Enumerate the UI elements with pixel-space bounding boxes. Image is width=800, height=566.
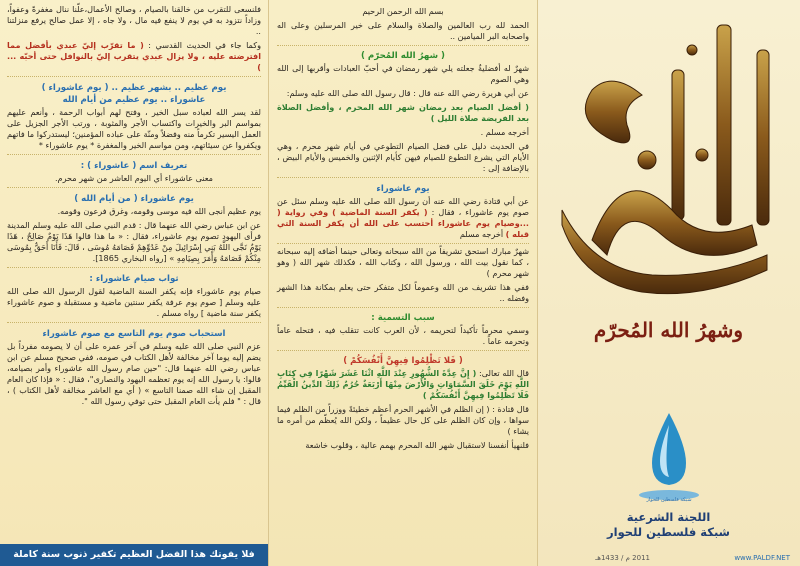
middle-panel <box>268 0 537 566</box>
divider <box>277 307 529 308</box>
mercy-text: لقد يسر الله لعباده سبل الخير ، وفتح لهم أبواب الرحمة ، وأنعم عليهم بمواسم البر والخيرات واكتساب الأجر والمثوبة ، ورتب الأجر الجزيل على العمل اليسير تكرماً منه وفضلاً ومنّة على عباده المؤمنين؛ ليستدركوا ما فاتهم ويكفروا عن سيئاتهم، ومن مواسم الخير والمغفرة * يوم عاشوراء * <box>7 107 261 150</box>
heading-verse: ( فَلا تَظْلِمُوا فِيهِنَّ أَنْفُسَكُمْ ) <box>343 356 463 366</box>
divider <box>277 177 529 178</box>
bottom-banner: فلا يفوتك هذا الفضل العظيم تكفير ذنوب سنة كاملة <box>0 544 268 566</box>
qudsi-intro: وكما جاء في الحديث القدسي : <box>148 40 261 50</box>
logo-caption: شبكة فلسطين للحوار <box>646 497 692 503</box>
ashura-day-part1: عن أبي قتادة رضي الله عنه أن رسول الله صلى الله عليه وسلم سئل عن صوم يوم عاشوراء ، فقال : <box>277 196 529 217</box>
heading-reward: ثواب صيام عاشوراء : <box>89 274 179 284</box>
heading-naming: سبب التسمية : <box>371 313 435 323</box>
heading-muharram: ( شهرُ الله المُحرّم ) <box>361 51 445 61</box>
moses-text: يوم عظيم أنجى الله فيه موسى وقومه، وغرق فرعون وقومه. <box>57 206 261 216</box>
verse-text <box>277 368 529 401</box>
ninth-text: عزم النبي صلى الله عليه وسلم في آخر عمره على أن لا يصومه مفرداً بل يضم إليه يوما آخر مخالفة لأهل الكتاب في صومه، ففي صحيح مسلم عن ابن عباس رضي الله عنهما قال: "حين صام رسول الله عاشوراء وأمر بصيامه، قالوا: يا رسول الله إنه يوم تعظمه اليهود والنصارى"، فقال : « فإذا كان العام المقبل إن شاء الله صمنا التاسع » ( أي مع العاشر مخالفة لأهل الكتاب ) ، قال : " فلم يأت العام المقبل حتى توفي رسول الله ". <box>7 341 261 406</box>
divider <box>7 187 261 188</box>
honor-text: ففي هذا تشريف من الله وعموماً لكل متفكر حتى يعلم بمكانة هذا الشهر وفضله .. <box>277 282 529 303</box>
heading-great-day-2: عاشوراء .. يوم عظيم من أيام الله <box>62 95 206 105</box>
website-url: www.PALDF.NET <box>734 554 790 562</box>
cover-panel <box>537 0 800 566</box>
evidence-text: في الحديث دليل على فضل الصيام التطوعي في أيام شهر محرم ، وهي الأيام التي يشرع التطوع للصيام فيهن كأيام الإثنين والخميس والأيام البيض ، بالإضافة إلى : <box>277 141 529 173</box>
organization-name <box>537 510 800 540</box>
cover-subtitle: وشهرُ الله المُحرّم <box>593 318 744 342</box>
org-line-1: اللجنة الشرعية <box>626 510 711 524</box>
ashura-day-part3: وفي رواية ( ...وصيام يوم عاشوراء أحتسب على الله أن يكفر السنة التي قبله ) <box>277 207 529 239</box>
ashura-day-part4: أخرجه مسلم <box>459 229 504 239</box>
naming-text: وسمي محرماً تأكيداً لتحريمه ، لأن العرب كانت تتقلب فيه ، فتحله عاماً وتحرمه عاماً . <box>277 325 529 346</box>
intro-text: الحمد لله رب العالمين والصلاة والسلام على خير المرسلين وعلى اله واصحابه البر الميامين .. <box>277 20 529 41</box>
hadith-intro: عن أبي هريرة رضي الله عنه قال : قال رسول الله صلى الله عليه وسلم: <box>286 88 529 98</box>
hadith-text: ( أفضل الصيام بعد رمضان شهر الله المحرم ، وأفضل الصلاة بعد الفريضة صلاة الليل ) <box>277 102 529 123</box>
blessed-text: شهرٌ مبارك استحق تشريفاً من الله سبحانه وتعالى حينما أضافه إليه سبحانه ، كما نقول بيت الله ، ورسول الله ، وكتاب الله ، فكذلك شهر الله ( وهو شهر محرم ) <box>277 246 529 278</box>
heading-ashura-of: يوم عاشوراء ( من أيام الله ) <box>74 194 194 204</box>
left-intro: فلنسعى للتقرب من خالقنا بالصيام ، وصالح الأعمال،علّنا ننال مغفرةً وعفواً، وزاداً نتزود به في يوم لا ينفع فيه مال ، ولا جاه ، إلا عمل صالح يرفع منزلتنا .. <box>7 4 261 36</box>
verse-quote: ( إِنَّ عِدَّةَ الشُّهُورِ عِنْدَ اللَّهِ اثْنَا عَشَرَ شَهْرًا فِي كِتَابِ اللَّهِ يَوْمَ خَلَقَ السَّمَاوَاتِ وَالْأَرْضَ مِنْهَا أَرْبَعَةٌ حُرُمٌ ذَلِكَ الدِّينُ الْقَيِّمُ فَلَا تَظْلِمُوا فِيهِنَّ أَنْفُسَكُمْ ) <box>277 368 529 400</box>
basmala: بسم الله الرحمن الرحيم <box>362 6 444 16</box>
ashura-day-part2: ( يكفر السنة الماضية ) <box>332 207 428 217</box>
heading-great-day: يوم عظيم .. بشهر عظيم .. ( يوم عاشوراء ) <box>41 83 227 93</box>
reward-text: صيام يوم عاشوراء فإنه يكفر السنة الماضية لقول الرسول الله صلى الله عليه وسلم [ صوم يوم عرفة يكفر سنتين ماضية و مستقبلة و صوم عاشوراء يكفر سنة ماضية ] رواه مسلم . <box>7 286 261 318</box>
divider <box>277 243 529 244</box>
divider <box>277 350 529 351</box>
org-line-2: شبكة فلسطين للحوار <box>607 525 730 539</box>
divider <box>7 322 261 323</box>
ashura-day-text <box>277 196 529 240</box>
heading-definition: تعريف اسم ( عاشوراء ) : <box>80 161 188 171</box>
ashura-calligraphy-icon <box>552 10 782 310</box>
divider <box>7 76 261 77</box>
abbas-text: عن ابن عباس رضي الله عنهما قال : قدم النبي صلى الله عليه وسلم المدينة فرأى اليهود تصوم يوم عاشوراء، فقال : « ما هذا قالوا هَذَا يَوْمٌ صَالِحٌ ، هَذَا يَوْمٌ نَجَّى اللَّهُ بَنِي إِسْرَائِيلَ مِنْ عَدُوِّهِمْ فَصَامَهُ مُوسَى ، قَالَ: فَأَنَا أَحَقُّ بِمُوسَى مِنْكُمْ فَصَامَهُ وَأَمَرَ بِصِيَامِهِ » [رواه البخاري 1865]. <box>7 220 261 263</box>
heading-ninth: استحباب صوم يوم التاسع مع صوم عاشوراء <box>42 329 226 339</box>
definition-text: معنى عاشوراء أي اليوم العاشر من شهر محرم. <box>54 173 213 183</box>
qudsi-quote: ( ما تقرّب إليّ عبدي بأفضل مما افترضته عليه ، ولا يزال عبدي يتقرب إليّ بالنوافل حتى أحبّه ... ) <box>7 40 261 72</box>
divider <box>7 154 261 155</box>
verse-intro: قال الله تعالى: <box>479 368 529 378</box>
publication-date: 2011 م / 1433هـ <box>595 554 650 562</box>
closing-text: فلنهيأ أنفسنا لاستقبال شهر الله المحرم بهمم عالية ، وقلوب خاشعة <box>305 440 529 450</box>
divider <box>7 267 261 268</box>
qudsi-text <box>7 40 261 73</box>
divider <box>277 45 529 46</box>
left-panel <box>0 0 268 566</box>
hadith-ref: أخرجه مسلم . <box>480 127 529 137</box>
muharram-text: شهرٌ له أفضليةٌ جعلته يلي شهر رمضان في أحبّ العبادات وأقربها إلى الله وهي الصوم <box>277 63 529 84</box>
heading-ashura-day: يوم عاشوراء <box>376 184 430 194</box>
qatada-text: قال قتادة : ( إن الظلم في الأشهر الحرم أعظم خطيئةً ووزراً من الظلم فيما سواها ، وإن كان الظلم على كل حال عظيماً ، ولكن الله يُعظّم من أمره ما يشاء ) <box>277 404 529 436</box>
